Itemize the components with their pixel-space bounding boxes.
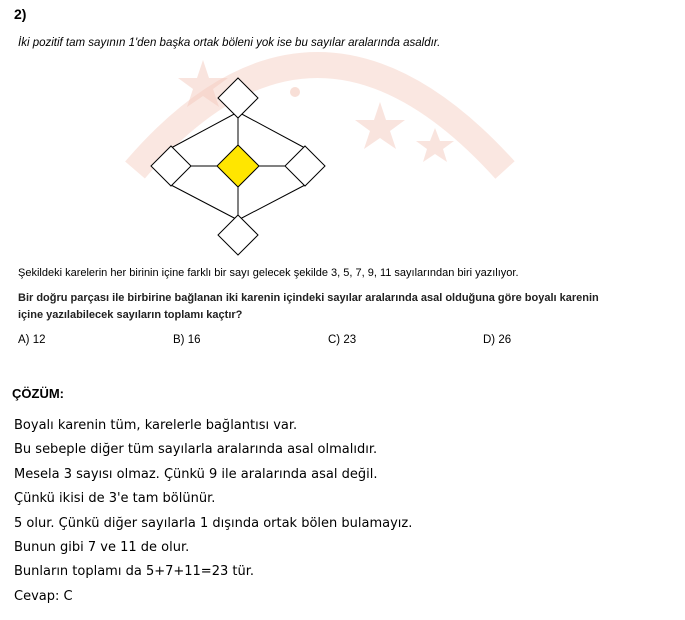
connector-line <box>171 112 238 148</box>
question-prompt-line: içine yazılabilecek sayıların toplamı kaçtır? <box>18 309 243 321</box>
connector-line <box>171 185 238 220</box>
shaded-center-square <box>217 145 259 187</box>
solution-body <box>14 414 412 609</box>
option-c[interactable]: C) 23 <box>328 334 357 346</box>
solution-heading: ÇÖZÜM: <box>12 386 64 401</box>
square-right <box>285 146 325 186</box>
question-prompt <box>18 290 658 324</box>
problem-statement: Şekildeki karelerin her birinin içine farklı bir sayı gelecek şekilde 3, 5, 7, 9, 11 sayılarından biri yazılıyor. <box>18 267 519 279</box>
square-top <box>218 78 258 118</box>
answer-line: Cevap: C <box>14 588 73 604</box>
square-left <box>151 146 191 186</box>
option-a[interactable]: A) 12 <box>18 334 46 346</box>
solution-line: Bu sebeple diğer tüm sayılarla aralarında asal olmalıdır. <box>14 442 378 458</box>
option-d[interactable]: D) 26 <box>483 334 512 346</box>
solution-line: Çünkü ikisi de 3'e tam bölünür. <box>14 491 216 507</box>
option-b[interactable]: B) 16 <box>173 334 201 346</box>
square-network-diagram <box>140 70 340 265</box>
solution-line: Boyalı karenin tüm, karelerle bağlantısı var. <box>14 418 298 433</box>
solution-line: Mesela 3 sayısı olmaz. Çünkü 9 ile aralarında asal değil. <box>14 466 378 482</box>
solution-line: 5 olur. Çünkü diğer sayılarla 1 dışında ortak bölen bulamayız. <box>14 515 413 531</box>
connector-line <box>238 185 305 220</box>
question-prompt-line: Bir doğru parçası ile birbirine bağlanan iki karenin içindeki sayılar aralarında asal olduğuna göre boyalı karenin <box>18 292 599 304</box>
connector-line <box>238 112 305 148</box>
question-number: 2) <box>14 6 27 22</box>
solution-line: Bunların toplamı da 5+7+11=23 tür. <box>14 564 254 580</box>
solution-line: Bunun gibi 7 ve 11 de olur. <box>14 540 190 556</box>
square-bottom <box>218 215 258 255</box>
definition-text: İki pozitif tam sayının 1'den başka ortak böleni yok ise bu sayılar aralarında asaldır. <box>18 37 441 49</box>
